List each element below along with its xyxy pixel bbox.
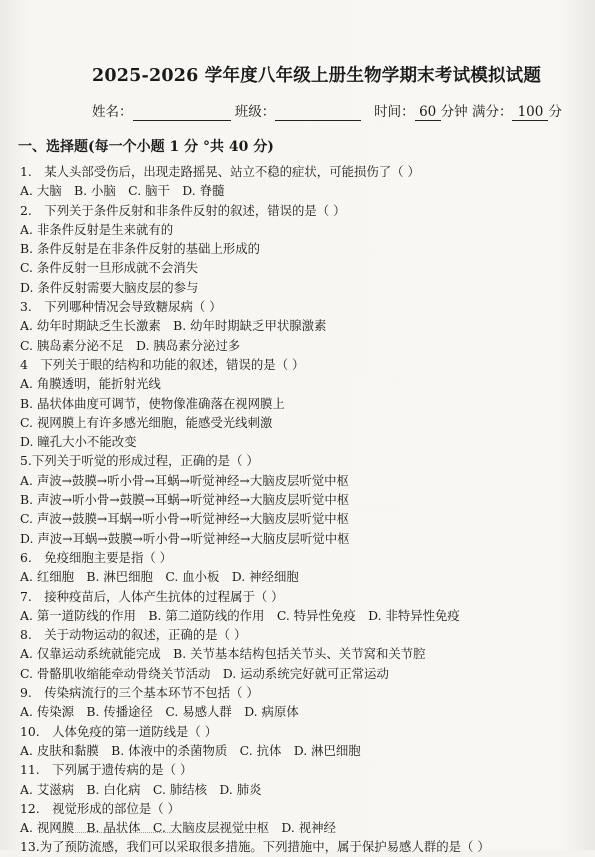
option-line: A. 红细胞 B. 淋巴细胞 C. 血小板 D. 神经细胞 xyxy=(20,569,299,585)
name-blank[interactable] xyxy=(133,106,231,121)
option-line: A. 声波→鼓膜→听小骨→耳蜗→听觉神经→大脑皮层听觉中枢 xyxy=(20,472,349,488)
option-line: A. 非条件反射是生来就有的 xyxy=(20,221,174,237)
option-line: B. 晶状体曲度可调节，使物像准确落在视网膜上 xyxy=(20,395,285,411)
question-line: 4 下列关于眼的结构和功能的叙述，错误的是（ ） xyxy=(20,356,305,372)
exam-meta-line xyxy=(92,100,582,121)
question-line: 9. 传染病流行的三个基本环节不包括（ ） xyxy=(20,685,259,701)
option-line: A. 角膜透明，能折射光线 xyxy=(20,376,161,392)
section-heading: 一、选择题(每一个小题 1 分 °共 40 分) xyxy=(18,139,274,155)
option-line: D. 条件反射需要大脑皮层的参与 xyxy=(20,279,199,295)
option-line: C. 骨骼肌收缩能牵动骨绕关节活动 D. 运动系统完好就可正常运动 xyxy=(20,665,389,681)
option-line: A. 仅靠运动系统就能完成 B. 关节基本结构包括关节头、关节窝和关节腔 xyxy=(20,646,426,662)
time-unit: 分钟 xyxy=(440,104,468,120)
option-line: A. 传染源 B. 传播途径 C. 易感人群 D. 病原体 xyxy=(20,704,299,720)
question-line: 6. 免疫细胞主要是指（ ） xyxy=(20,549,173,565)
time-value: 60 xyxy=(415,104,441,121)
class-blank[interactable] xyxy=(275,106,361,121)
score-unit: 分 xyxy=(548,104,562,120)
question-line: 11. 下列属于遗传病的是（ ） xyxy=(20,762,193,778)
question-line: 8. 关于动物运动的叙述，正确的是（ ） xyxy=(20,627,247,643)
question-line: 7. 接种疫苗后，人体产生抗体的过程属于（ ） xyxy=(20,588,284,604)
score-label: 满分： xyxy=(471,104,513,120)
option-line: B. 声波→听小骨→鼓膜→耳蜗→听觉神经→大脑皮层听觉中枢 xyxy=(20,492,350,508)
exam-title: 2025-2026 学年度八年级上册生物学期末考试模拟试题 xyxy=(92,66,542,86)
name-label: 姓名： xyxy=(92,104,133,120)
option-line: D. 瞳孔大小不能改变 xyxy=(20,434,137,450)
scan-edge-mark xyxy=(60,832,260,834)
question-line: 5.下列关于听觉的形成过程，正确的是（ ） xyxy=(20,453,259,469)
option-line: C. 胰岛素分泌不足 D. 胰岛素分泌过多 xyxy=(20,337,241,353)
question-line: 10. 人体免疫的第一道防线是（ ） xyxy=(20,723,218,739)
option-line: D. 声波→耳蜗→鼓膜→听小骨→听觉神经→大脑皮层听觉中枢 xyxy=(20,530,350,546)
option-line: C. 条件反射一旦形成就不会消失 xyxy=(20,260,198,276)
option-line: C. 声波→鼓膜→耳蜗→听小骨→听觉神经→大脑皮层听觉中枢 xyxy=(20,511,350,527)
option-line: A. 幼年时期缺乏生长激素 B. 幼年时期缺乏甲状腺激素 xyxy=(20,318,327,334)
question-line: 2. 下列关于条件反射和非条件反射的叙述，错误的是（ ） xyxy=(20,202,346,218)
question-list xyxy=(20,162,580,857)
question-line: 12. 视觉形成的部位是（ ） xyxy=(20,800,180,816)
option-line: A. 艾滋病 B. 白化病 C. 肺结核 D. 肺炎 xyxy=(20,781,262,797)
question-line: 3. 下列哪种情况会导致糖尿病（ ） xyxy=(20,299,222,315)
option-line: A. 第一道防线的作用 B. 第二道防线的作用 C. 特异性免疫 D. 非特异性免疫 xyxy=(20,607,460,623)
class-label: 班级： xyxy=(234,104,276,120)
option-line: A. 视网膜 B. 晶状体 C. 大脑皮层视觉中枢 D. 视神经 xyxy=(20,820,336,836)
option-line: A. 皮肤和黏膜 B. 体液中的杀菌物质 C. 抗体 D. 淋巴细胞 xyxy=(20,742,361,758)
option-line: B. 条件反射是在非条件反射的基础上形成的 xyxy=(20,241,261,257)
option-line: A. 大脑 B. 小脑 C. 脑干 D. 脊髓 xyxy=(20,183,225,199)
question-line: 1. 某人头部受伤后，出现走路摇晃、站立不稳的症状，可能损伤了（ ） xyxy=(20,164,420,179)
question-line: 13.为了预防流感，我们可以采取很多措施。下列措施中，属于保护易感人群的是（ ） xyxy=(20,839,490,855)
time-label: 时间： xyxy=(374,104,415,120)
option-line: C. 视网膜上有许多感光细胞，能感受光线刺激 xyxy=(20,414,273,430)
score-value: 100 xyxy=(512,104,548,121)
